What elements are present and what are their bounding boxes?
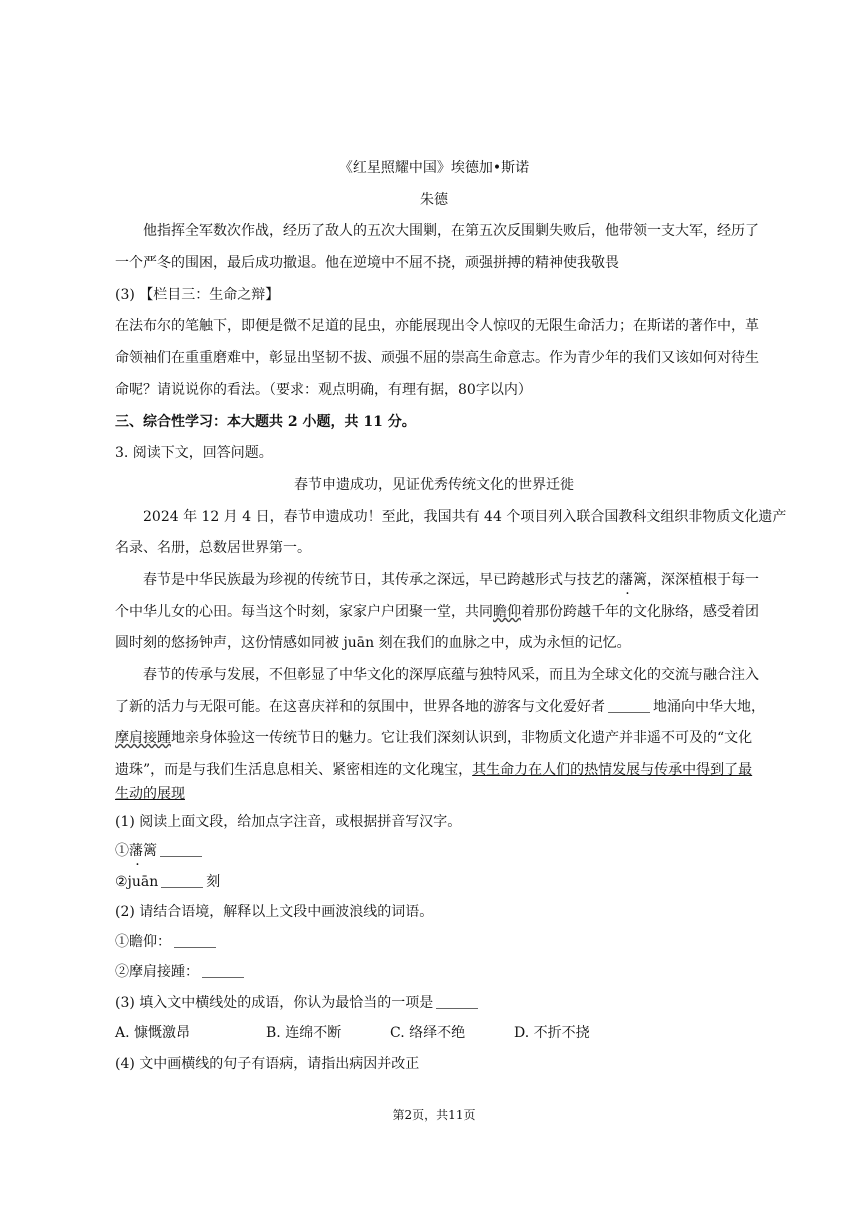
- answer-blank[interactable]: [202, 963, 244, 978]
- text-run: ②摩肩接踵：: [115, 964, 199, 980]
- paragraph-line: 一个严冬的围困，最后成功撤退。他在逆境中不屈不挠，顽强拼搏的精神使我敬畏: [115, 255, 619, 271]
- answer-blank[interactable]: [160, 842, 202, 857]
- answer-line: [115, 932, 755, 952]
- text-run: ，深深植根于每一: [647, 572, 759, 588]
- option-a[interactable]: A. 慷慨激昂: [115, 1025, 191, 1041]
- answer-blank[interactable]: [161, 873, 203, 888]
- text-run: 遗珠”，而是与我们生活息息相关、紧密相连的文化瑰宝，: [115, 762, 473, 778]
- paragraph-line: 圆时刻的悠扬钟声，这份情感如同被 juān 刻在我们的血脉之中，成为永恒的记忆。: [115, 635, 631, 651]
- sub-question-2: (2) 请结合语境，解释以上文段中画波浪线的词语。: [115, 904, 434, 920]
- text-run: 地涌向中华大地，: [653, 699, 765, 715]
- sub-question-3: [115, 993, 755, 1013]
- question-intro: 3. 阅读下文，回答问题。: [115, 445, 273, 461]
- sub-question-4: (4) 文中画横线的句子有语病，请指出病因并改正: [115, 1056, 420, 1072]
- text-run: ①: [115, 843, 129, 859]
- answer-blank[interactable]: [174, 933, 216, 948]
- fill-blank[interactable]: [608, 698, 650, 713]
- paragraph-line: 命领袖们在重重磨难中，彰显出坚韧不拔、顽强不屈的崇高生命意志。作为青少年的我们又该如何对待生: [115, 350, 759, 366]
- reading-subtitle: 朱德: [420, 192, 448, 208]
- text-run: ②juān: [115, 874, 159, 890]
- text-run: ①瞻仰：: [115, 934, 171, 950]
- option-c[interactable]: C. 络绎不绝: [390, 1025, 466, 1041]
- option-b[interactable]: B. 连绵不断: [266, 1025, 342, 1041]
- paragraph-line: 他指挥全军数次作战，经历了敌人的五次大围剿，在第五次反围剿失败后，他带领一支大军，经历了: [143, 223, 759, 239]
- wavy-word: 瞻仰: [493, 604, 521, 620]
- section-heading: 三、综合性学习：本大题共 2 小题，共 11 分。: [115, 414, 416, 430]
- text-run: 地亲身体验这一传统节日的魅力。它让我们深刻认识到，非物质文化遗产并非遥不可及的“文化: [171, 730, 753, 746]
- paragraph-line: 春节的传承与发展，不但彰显了中华文化的深厚底蕴与独特风采，而且为全球文化的交流与融合注入: [143, 667, 759, 683]
- page-footer: 第2页，共11页: [392, 1108, 476, 1122]
- option-d[interactable]: D. 不折不挠: [514, 1025, 590, 1041]
- paragraph-line: [143, 570, 783, 590]
- answer-line: [115, 841, 755, 861]
- paragraph-line: [115, 784, 755, 804]
- paragraph-line: 命呢？请说说你的看法。（要求：观点明确，有理有据，80字以内）: [115, 382, 532, 398]
- answer-line: [115, 962, 755, 982]
- text-run: 了新的活力与无限可能。在这喜庆祥和的氛围中，世界各地的游客与文化爱好者: [115, 699, 605, 715]
- text-run: 着那份跨越千年的文化脉络，感受着团: [521, 604, 759, 620]
- text-run: (3) 填入文中横线处的成语，你认为最恰当的一项是: [115, 995, 434, 1011]
- dotted-char: 藩: [129, 843, 143, 859]
- question-3-heading: (3) 【栏目三：生命之辩】: [115, 287, 280, 303]
- paragraph-line: [115, 602, 759, 622]
- paragraph-line: [115, 728, 755, 748]
- paragraph-line: 在法布尔的笔触下，即便是微不足道的昆虫，亦能展现出令人惊叹的无限生命活力；在斯诺的著作中，革: [115, 318, 759, 334]
- text-run: 个中华儿女的心田。每当这个时刻，家家户户团聚一堂，共同: [115, 604, 493, 620]
- text-run: 春节是中华民族最为珍视的传统节日，其传承之深远，早已跨越形式与技艺的: [143, 572, 619, 588]
- paragraph-line: [115, 697, 765, 717]
- underlined-sentence: 其生命力在人们的热情发展与传承中得到了最: [472, 762, 753, 778]
- sub-question-1: (1) 阅读上面文段，给加点字注音，或根据拼音写汉字。: [115, 814, 462, 830]
- dotted-char: 藩: [619, 572, 633, 588]
- article-title: 春节申遗成功，见证优秀传统文化的世界迁徙: [294, 477, 574, 493]
- choice-options: [115, 1023, 755, 1043]
- paragraph-line: 名录、名册，总数居世界第一。: [115, 540, 311, 556]
- text-run: 刻: [206, 874, 221, 890]
- text-run: 篱: [143, 843, 157, 859]
- paragraph-line: 2024 年 12 月 4 日，春节申遗成功！至此，我国共有 44 个项目列入联合国教科文组织非物质文化遗产: [143, 509, 787, 525]
- paragraph-line: [115, 760, 755, 780]
- reading-title: 《红星照耀中国》埃德加•斯诺: [338, 160, 530, 176]
- answer-blank[interactable]: [436, 994, 478, 1009]
- wavy-word: 摩肩接踵: [115, 730, 171, 746]
- underlined-sentence: 生动的展现: [115, 786, 185, 802]
- text-run: 篱: [633, 572, 647, 588]
- answer-line: [115, 872, 755, 892]
